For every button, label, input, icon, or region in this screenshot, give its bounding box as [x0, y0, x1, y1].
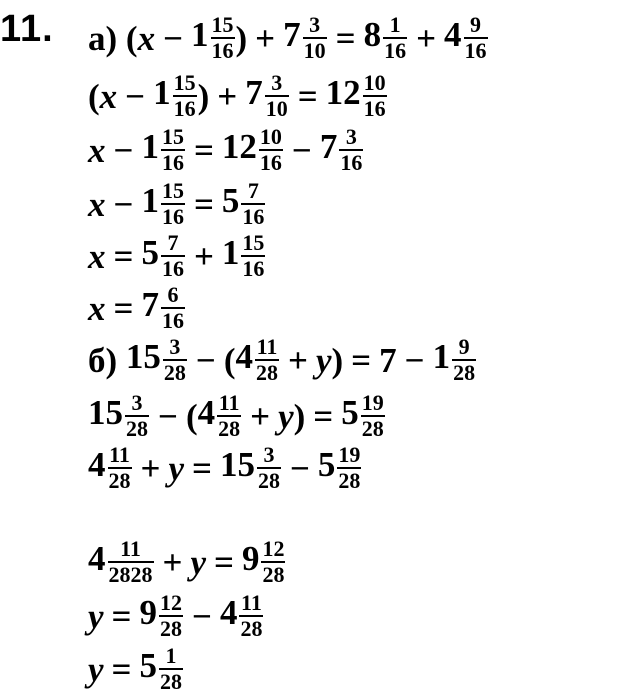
numerator: 9: [458, 334, 470, 359]
operator: −: [113, 184, 134, 224]
fraction: [361, 392, 385, 440]
whole-part: 9: [241, 539, 260, 579]
operator: −: [291, 130, 312, 170]
whole-part: 5: [341, 393, 359, 433]
equation-line: [88, 392, 386, 440]
whole-part: 5: [139, 646, 157, 686]
equation-line: [88, 444, 362, 492]
operator: −: [163, 18, 184, 58]
operator: +: [416, 18, 437, 58]
fraction: [241, 180, 265, 228]
equation-line: [88, 336, 477, 384]
expression-text: ): [331, 340, 344, 380]
numerator: 15: [173, 70, 196, 95]
problem-number: 11.: [0, 8, 54, 50]
whole-part: 15: [219, 445, 255, 485]
operator: =: [111, 596, 132, 636]
denominator: 16: [161, 204, 184, 229]
numerator: 12: [262, 536, 285, 561]
whole-part: 5: [221, 181, 240, 221]
numerator: 3: [309, 12, 321, 37]
operator: =: [113, 236, 134, 276]
fraction: [159, 645, 183, 693]
operator: +: [217, 76, 238, 116]
denominator: 28: [160, 669, 182, 694]
fraction: [259, 126, 283, 174]
denominator: 16: [464, 38, 487, 63]
mixed-number: [220, 592, 265, 640]
fraction: [217, 392, 241, 440]
whole-part: 7: [245, 73, 263, 113]
whole-part: 15: [88, 393, 123, 433]
mixed-number: [283, 14, 328, 62]
operator: −: [113, 130, 134, 170]
fraction: [257, 444, 281, 492]
numerator: 15: [242, 230, 265, 255]
variable: x: [137, 18, 156, 58]
numerator: 1: [389, 12, 401, 37]
mixed-number: [191, 14, 236, 62]
mixed-number: [141, 180, 186, 228]
operator: =: [335, 18, 356, 58]
whole-part: 1: [141, 127, 159, 167]
denominator: 28: [240, 616, 263, 641]
fraction: [161, 232, 185, 280]
mixed-number: [444, 14, 489, 62]
numerator: 12: [160, 590, 182, 615]
expression-text: ): [235, 18, 248, 58]
operator: −: [195, 340, 216, 380]
denominator: 28: [126, 416, 148, 441]
numerator: 3: [263, 442, 275, 467]
expression-text: (: [223, 340, 236, 380]
equation-line: [88, 180, 266, 228]
variable: x: [88, 288, 106, 328]
operator: +: [255, 18, 276, 58]
equation-line: [88, 284, 186, 332]
fraction: [108, 538, 154, 586]
mixed-number: [220, 444, 282, 492]
denominator: 16: [161, 150, 184, 175]
denominator: 28: [160, 616, 182, 641]
equation-line: [88, 72, 388, 120]
operator: −: [125, 76, 146, 116]
mixed-number: [198, 392, 243, 440]
fraction: [161, 180, 185, 228]
whole-part: 1: [191, 15, 209, 55]
expression-text: а) (: [88, 18, 138, 58]
numerator: 15: [161, 178, 184, 203]
denominator: 28: [163, 360, 186, 385]
whole-part: 5: [317, 445, 336, 485]
whole-part: 1: [153, 73, 171, 113]
mixed-number: [320, 126, 365, 174]
mixed-number: [222, 126, 284, 174]
numerator: 3: [271, 70, 283, 95]
mixed-number: [140, 592, 185, 640]
numerator: 11: [120, 536, 141, 561]
operator: =: [193, 130, 214, 170]
fraction: [108, 444, 132, 492]
denominator: 28: [262, 562, 285, 587]
expression-text: (: [88, 76, 100, 116]
mixed-number: [141, 284, 186, 332]
fraction: [241, 232, 265, 280]
mixed-number: [141, 126, 186, 174]
variable: x: [99, 76, 118, 116]
whole-part: 7: [283, 15, 301, 55]
variable: y: [88, 596, 104, 636]
mixed-number: [341, 392, 386, 440]
whole-part: 7: [141, 285, 159, 325]
operator: +: [193, 236, 214, 276]
whole-part: 7: [319, 127, 338, 167]
denominator: 16: [384, 38, 407, 63]
denominator: 16: [242, 256, 265, 281]
fraction: [163, 336, 187, 384]
variable: y: [278, 396, 294, 436]
numerator: 11: [241, 590, 262, 615]
fraction: [159, 592, 183, 640]
expression-text: (: [185, 396, 198, 436]
fraction: [265, 72, 289, 120]
whole-part: 1: [432, 337, 451, 377]
operator: =: [297, 76, 318, 116]
numerator: 10: [363, 70, 386, 95]
fraction: [303, 14, 327, 62]
operator: =: [193, 184, 214, 224]
fraction: [161, 126, 185, 174]
denominator: 16: [161, 308, 184, 333]
numerator: 9: [470, 12, 482, 37]
whole-part: 9: [139, 593, 157, 633]
expression-text: 7: [379, 340, 397, 380]
denominator: 28: [361, 416, 384, 441]
whole-part: 8: [363, 15, 382, 55]
numerator: 7: [167, 230, 179, 255]
operator: −: [289, 448, 310, 488]
mixed-number: [141, 232, 186, 280]
fraction: [337, 444, 361, 492]
fraction: [261, 538, 285, 586]
denominator: 10: [303, 38, 326, 63]
whole-part: 4: [219, 593, 238, 633]
operator: −: [404, 340, 425, 380]
mixed-number: [88, 392, 150, 440]
denominator: 10: [265, 96, 288, 121]
denominator: 28: [218, 416, 241, 441]
whole-part: 4: [88, 539, 106, 579]
expression-text: б): [88, 340, 126, 380]
whole-part: 15: [125, 337, 161, 377]
numerator: 15: [161, 124, 184, 149]
operator: +: [250, 396, 271, 436]
mixed-number: [433, 336, 478, 384]
mixed-number: [126, 336, 188, 384]
fraction: [452, 336, 476, 384]
whole-part: 1: [141, 181, 159, 221]
denominator: 28: [108, 468, 131, 493]
whole-part: 12: [325, 73, 361, 113]
numerator: 3: [169, 334, 181, 359]
operator: +: [140, 448, 161, 488]
operator: =: [313, 396, 334, 436]
whole-part: 5: [141, 233, 159, 273]
denominator: 2828: [108, 562, 153, 587]
denominator: 16: [173, 96, 196, 121]
mixed-number: [364, 14, 409, 62]
variable: y: [168, 448, 184, 488]
fraction: [211, 14, 235, 62]
mixed-number: [222, 180, 267, 228]
equation-line: [88, 538, 286, 586]
denominator: 28: [453, 360, 476, 385]
equation-line: [88, 645, 184, 693]
operator: =: [214, 542, 234, 582]
numerator: 11: [218, 390, 240, 415]
operator: =: [351, 340, 372, 380]
numerator: 7: [247, 178, 259, 203]
fraction: [339, 126, 363, 174]
mixed-number: [153, 72, 198, 120]
operator: −: [192, 596, 212, 636]
equation-line: [88, 14, 489, 62]
equation-line: [88, 592, 264, 640]
whole-part: 1: [221, 233, 240, 273]
numerator: 3: [131, 390, 143, 415]
denominator: 16: [161, 256, 184, 281]
operator: =: [113, 288, 134, 328]
variable: x: [88, 130, 106, 170]
denominator: 16: [340, 150, 363, 175]
numerator: 6: [167, 282, 179, 307]
equation-line: [88, 126, 364, 174]
fraction: [464, 14, 488, 62]
mixed-number: [245, 72, 290, 120]
numerator: 15: [211, 12, 234, 37]
numerator: 19: [361, 390, 384, 415]
fraction: [239, 592, 263, 640]
mixed-number: [236, 336, 281, 384]
mixed-number: [140, 645, 185, 693]
expression-text: ): [293, 396, 306, 436]
operator: =: [192, 448, 212, 488]
variable: x: [88, 236, 106, 276]
fraction: [173, 72, 197, 120]
mixed-number: [318, 444, 363, 492]
variable: y: [190, 542, 206, 582]
denominator: 16: [259, 150, 282, 175]
mixed-number: [88, 538, 155, 586]
operator: =: [111, 649, 132, 689]
fraction: [255, 336, 279, 384]
mixed-number: [88, 444, 133, 492]
denominator: 16: [242, 204, 265, 229]
whole-part: 4: [235, 337, 254, 377]
mixed-number: [242, 538, 287, 586]
numerator: 19: [338, 442, 361, 467]
numerator: 10: [259, 124, 282, 149]
whole-part: 4: [88, 445, 106, 485]
denominator: 28: [338, 468, 361, 493]
operator: +: [288, 340, 308, 380]
fraction: [383, 14, 407, 62]
variable: x: [88, 184, 106, 224]
fraction: [161, 284, 185, 332]
whole-part: 12: [221, 127, 257, 167]
operator: +: [162, 542, 183, 582]
denominator: 28: [256, 360, 279, 385]
mixed-number: [222, 232, 267, 280]
whole-part: 4: [444, 15, 462, 55]
expression-text: ): [197, 76, 210, 116]
numerator: 11: [256, 334, 278, 359]
equation-line: [88, 232, 266, 280]
denominator: 16: [363, 96, 386, 121]
whole-part: 4: [197, 393, 216, 433]
variable: y: [315, 340, 332, 380]
numerator: 3: [345, 124, 357, 149]
mixed-number: [326, 72, 388, 120]
numerator: 11: [109, 442, 130, 467]
operator: −: [158, 396, 178, 436]
numerator: 1: [165, 643, 177, 668]
fraction: [125, 392, 149, 440]
variable: y: [88, 649, 104, 689]
denominator: 16: [211, 38, 234, 63]
fraction: [363, 72, 387, 120]
denominator: 28: [257, 468, 280, 493]
